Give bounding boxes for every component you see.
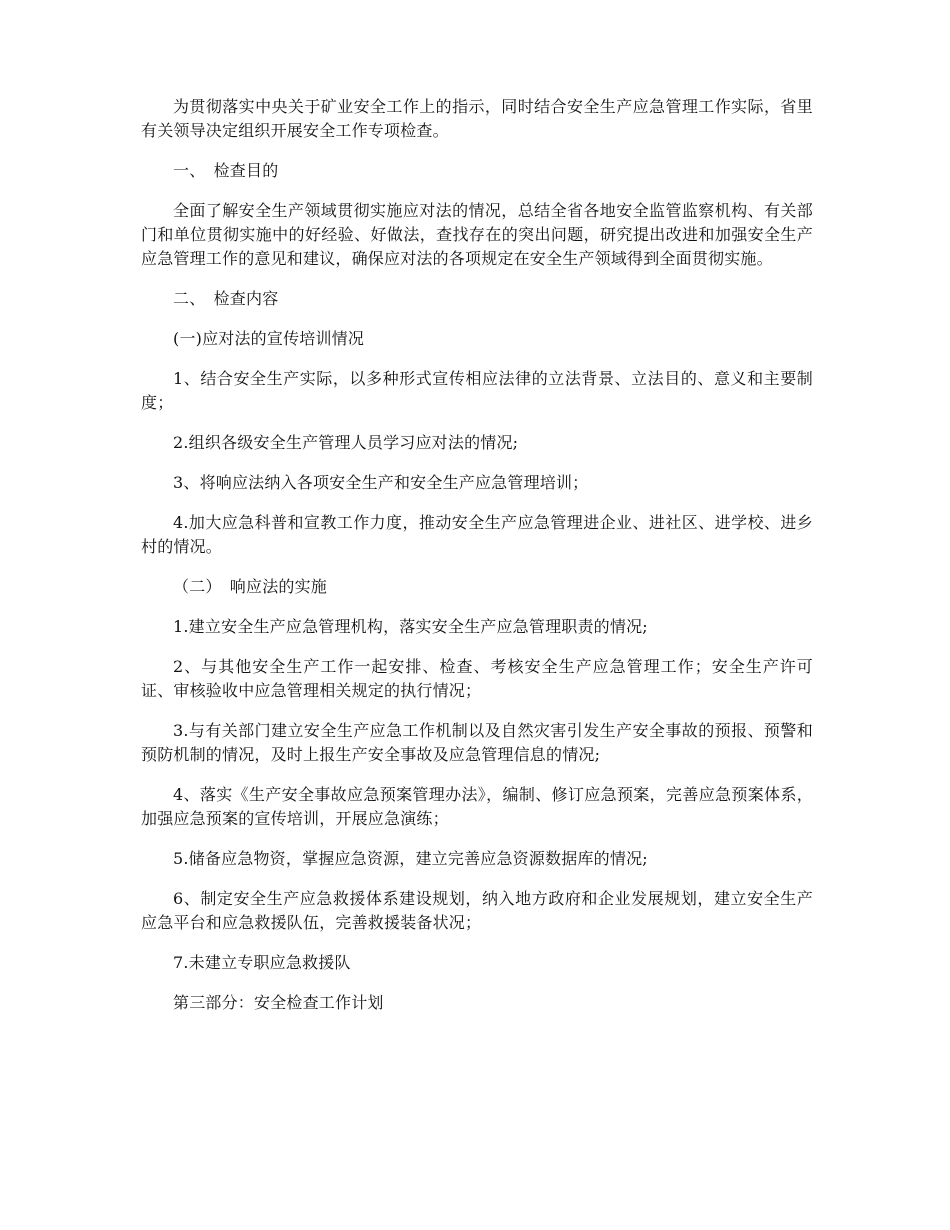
- intro-paragraph: 为贯彻落实中央关于矿业安全工作上的指示，同时结合安全生产应急管理工作实际，省里有关领导决定组织开展安全工作专项检查。: [141, 97, 813, 140]
- list-item: 4、落实《生产安全事故应急预案管理办法》，编制、修订应急预案，完善应急预案体系，加强应急预案的宣传培训，开展应急演练；: [141, 785, 813, 828]
- list-item: 5.储备应急物资，掌握应急资源，建立完善应急资源数据库的情况;: [173, 849, 648, 868]
- subsection-heading-training: (一)应对法的宣传培训情况: [173, 329, 365, 348]
- section-heading-content: 二、 检查内容: [173, 289, 279, 308]
- list-item: 3.与有关部门建立安全生产应急工作机制以及自然灾害引发生产安全事故的预报、预警和预防机制的情况，及时上报生产安全事故及应急管理信息的情况;: [141, 721, 813, 764]
- section-heading-purpose: 一、 检查目的: [173, 161, 279, 180]
- purpose-paragraph: 全面了解安全生产领域贯彻实施应对法的情况，总结全省各地安全监管监察机构、有关部门和单位贯彻实施中的好经验、好做法，查找存在的突出问题，研究提出改进和加强安全生产应急管理工作的意见和建议，确保应对法的各项规定在安全生产领域得到全面贯彻实施。: [141, 201, 813, 268]
- subsection-heading-implementation: （二） 响应法的实施: [173, 577, 328, 596]
- part-three-heading: 第三部分：安全检查工作计划: [173, 993, 384, 1012]
- document-body: [141, 95, 813, 1031]
- list-item: 4.加大应急科普和宣教工作力度，推动安全生产应急管理进企业、进社区、进学校、进乡村的情况。: [141, 513, 813, 556]
- list-item: 7.未建立专职应急救援队: [173, 953, 351, 972]
- list-item: 3、将响应法纳入各项安全生产和安全生产应急管理培训；: [173, 473, 589, 492]
- list-item: 1.建立安全生产应急管理机构，落实安全生产应急管理职责的情况;: [173, 617, 648, 636]
- list-item: 2.组织各级安全生产管理人员学习应对法的情况;: [173, 433, 519, 452]
- list-item: 2、与其他安全生产工作一起安排、检查、考核安全生产应急管理工作；安全生产许可证、审核验收中应急管理相关规定的执行情况；: [141, 657, 813, 700]
- list-item: 6、制定安全生产应急救援体系建设规划，纳入地方政府和企业发展规划，建立安全生产应急平台和应急救援队伍，完善救援装备状况；: [141, 889, 813, 932]
- list-item: 1、结合安全生产实际，以多种形式宣传相应法律的立法背景、立法目的、意义和主要制度；: [141, 369, 813, 412]
